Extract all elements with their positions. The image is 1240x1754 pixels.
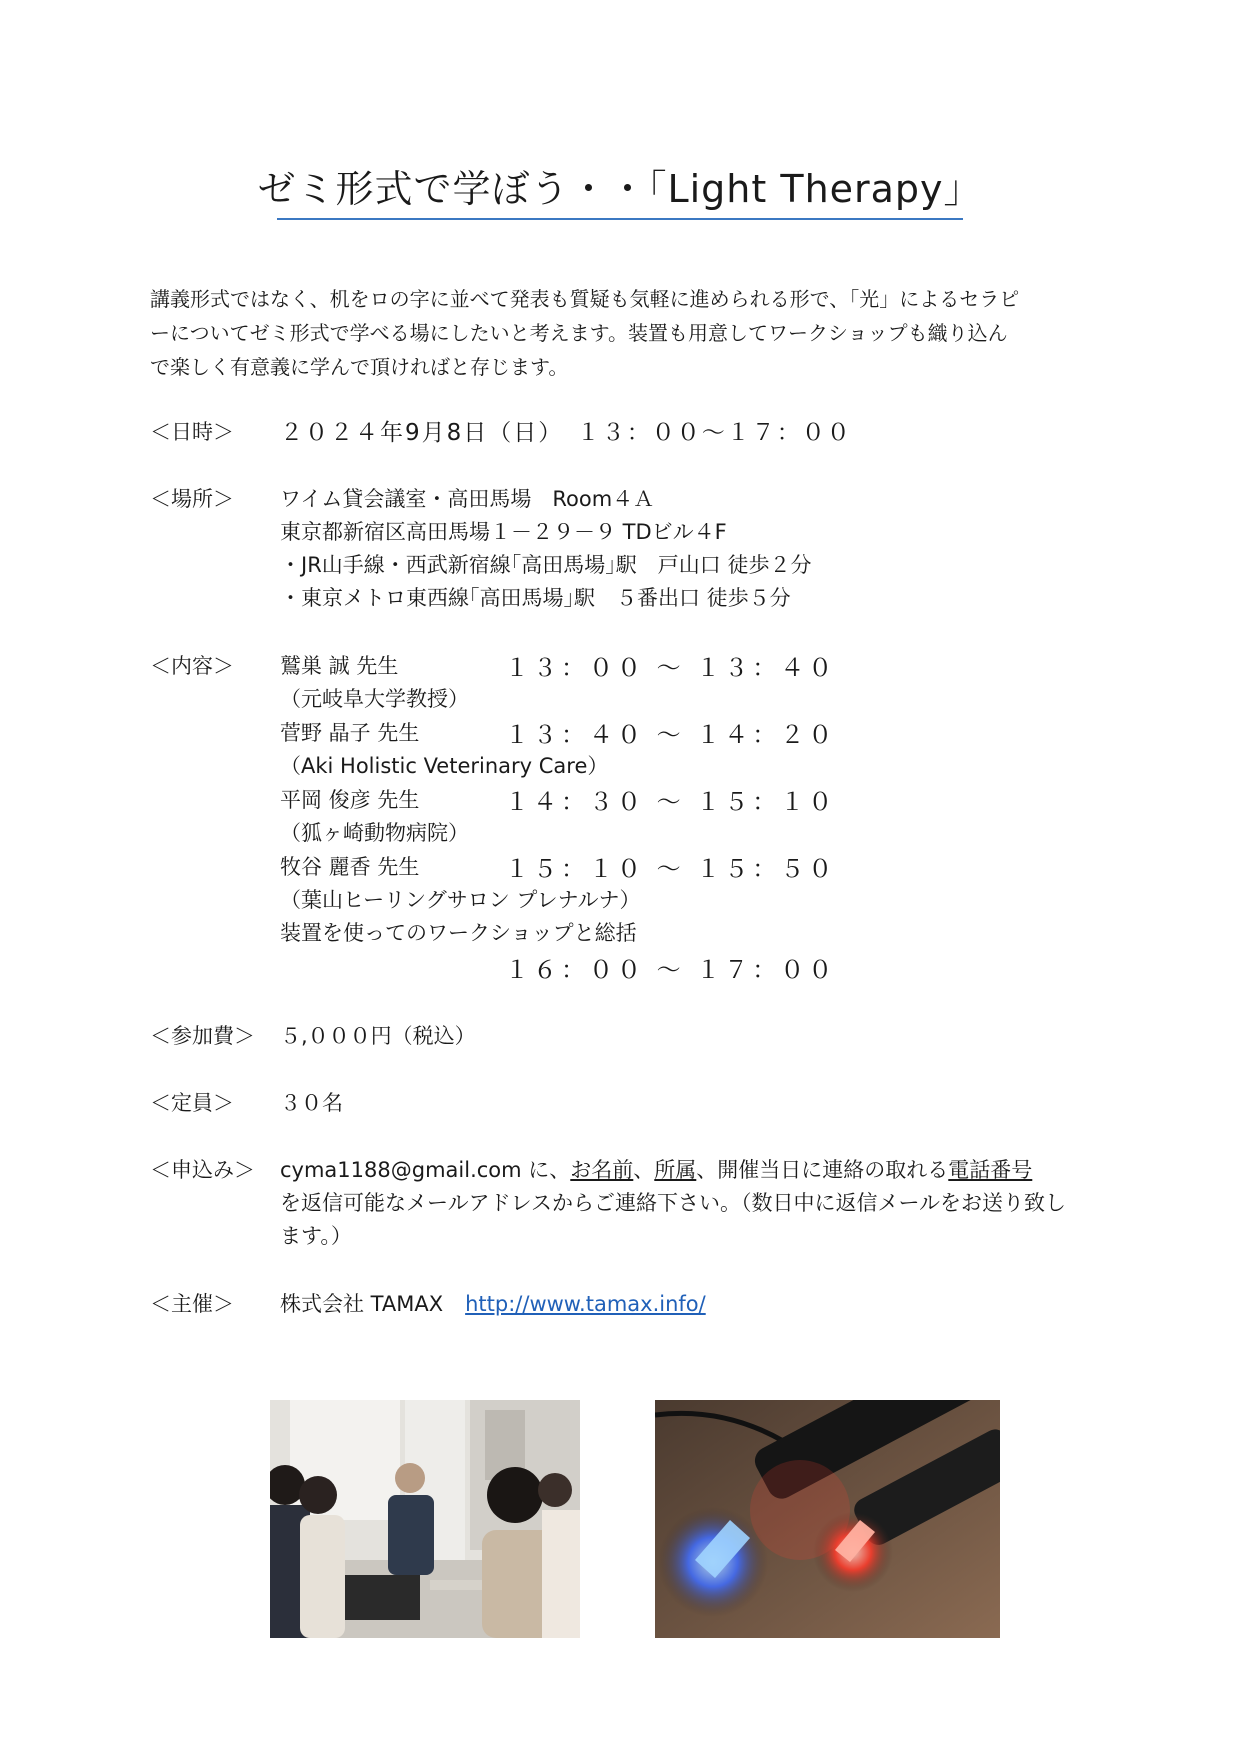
intro-paragraph — [150, 282, 1100, 384]
apply-phone-field: 電話番号 — [948, 1158, 1033, 1182]
workshop-label: 装置を使ってのワークショップと総括 — [280, 921, 637, 945]
apply-name-field: お名前 — [570, 1158, 634, 1182]
apply-line-1 — [280, 1154, 1032, 1184]
place-label: ＜場所＞ — [150, 487, 234, 511]
apply-line-2: を返信可能なメールアドレスからご連絡下さい。（数日中に返信メールをお送り致し — [280, 1191, 1067, 1215]
light-device-photo — [655, 1400, 1000, 1638]
apply-text: 、開催当日に連絡の取れる — [696, 1158, 949, 1182]
intro-line: ーについてゼミ形式で学べる場にしたいと考えます。装置も用意してワークショップも織り込ん — [150, 321, 1008, 345]
seminar-photo — [270, 1400, 580, 1638]
fee-label: ＜参加費＞ — [150, 1024, 255, 1048]
apply-label: ＜申込み＞ — [150, 1158, 255, 1182]
content-label: ＜内容＞ — [150, 654, 234, 678]
speaker-affiliation: （狐ヶ崎動物病院） — [280, 821, 469, 845]
speaker-affiliation: （Aki Holistic Veterinary Care） — [280, 754, 609, 778]
organizer-label: ＜主催＞ — [150, 1292, 234, 1316]
speaker-name: 菅野 晶子 先生 — [280, 721, 420, 745]
datetime-value: ２０２４年9月8日（日） １３：００～１７：００ — [280, 420, 852, 446]
organizer-url-link[interactable]: http://www.tamax.info/ — [465, 1292, 706, 1316]
speaker-affiliation: （元岐阜大学教授） — [280, 687, 469, 711]
speaker-name: 牧谷 麗香 先生 — [280, 855, 420, 879]
intro-line: 講義形式ではなく、机をロの字に並べて発表も質疑も気軽に進められる形で、「光」によるセラピ — [150, 287, 1020, 311]
speaker-time: １５：１０ ～ １５：５０ — [505, 855, 837, 883]
speaker-name: 平岡 俊彦 先生 — [280, 788, 420, 812]
title-underline — [277, 218, 963, 220]
fee-value: ５,０００円（税込） — [280, 1024, 476, 1048]
apply-line-3: ます。） — [280, 1224, 352, 1248]
speaker-time: １３：００ ～ １３：４０ — [505, 654, 837, 682]
intro-line: で楽しく有意義に学んで頂ければと存じます。 — [150, 355, 569, 379]
place-line: 東京都新宿区高田馬場１－２９－９ TDビル４F — [280, 520, 727, 544]
light-device-illustration — [655, 1400, 1000, 1638]
workshop-time: １６：００ ～ １７：００ — [505, 956, 837, 984]
speaker-time: １３：４０ ～ １４：２０ — [505, 721, 837, 749]
capacity-label: ＜定員＞ — [150, 1091, 234, 1115]
datetime-label: ＜日時＞ — [150, 420, 234, 444]
place-line: ・東京メトロ東西線｢高田馬場｣駅 ５番出口 徒歩５分 — [280, 586, 791, 610]
apply-text: 、 — [633, 1158, 655, 1182]
place-line: ・JR山手線・西武新宿線｢高田馬場｣駅 戸山口 徒歩２分 — [280, 553, 812, 577]
apply-email[interactable]: cyma1188@gmail.com — [280, 1158, 522, 1182]
speaker-name: 鷲巣 誠 先生 — [280, 654, 399, 678]
seminar-photo-illustration — [270, 1400, 580, 1638]
organizer-line — [280, 1288, 706, 1318]
speaker-time: １４：３０ ～ １５：１０ — [505, 788, 837, 816]
place-line: ワイム貸会議室・高田馬場 Room４Ａ — [280, 487, 655, 511]
speaker-affiliation: （葉山ヒーリングサロン プレナルナ） — [280, 888, 641, 912]
apply-text: に、 — [521, 1158, 571, 1182]
capacity-value: ３０名 — [280, 1091, 343, 1115]
page-title: ゼミ形式で学ぼう・・「Light Therapy」 — [257, 167, 983, 211]
apply-affiliation-field: 所属 — [654, 1158, 697, 1182]
organizer-name: 株式会社 TAMAX — [280, 1292, 444, 1316]
